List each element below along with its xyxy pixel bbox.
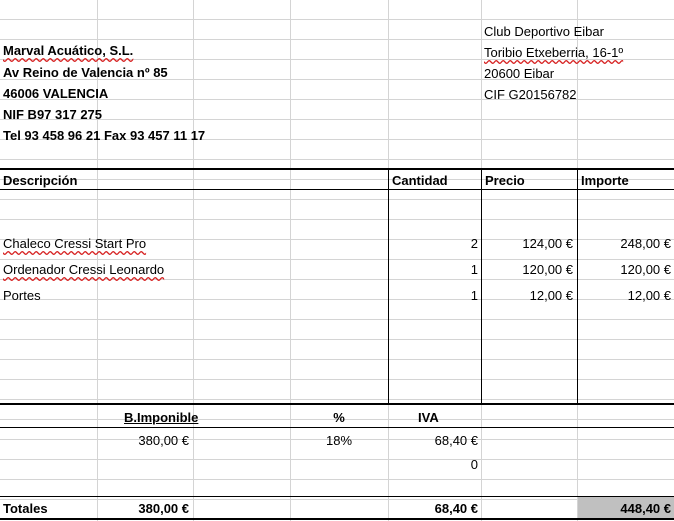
item-description: Chaleco Cressi Start Pro [3,236,147,251]
item-quantity: 1 [470,262,478,277]
summary-iva-value: 68,40 € [434,433,478,448]
header-top-border [0,168,674,170]
vendor-address: Av Reino de Valencia nº 85 [3,65,168,80]
client-city: 20600 Eibar [484,66,555,81]
totals-top-border [0,496,674,497]
item-amount: 120,00 € [620,262,671,277]
item-quantity: 2 [470,236,478,251]
item-description: Portes [3,288,41,303]
grand-total: 448,40 € [620,501,671,516]
header-amount: Importe [581,173,629,188]
item-amount: 12,00 € [627,288,671,303]
vendor-name: Marval Acuático, S.L. [3,43,134,58]
item-amount: 248,00 € [620,236,671,251]
item-description: Ordenador Cressi Leonardo [3,262,165,277]
client-cif: CIF G20156782 [484,87,577,102]
client-name: Club Deportivo Eibar [484,24,604,39]
item-price: 124,00 € [522,236,573,251]
header-price: Precio [485,173,525,188]
header-quantity: Cantidad [392,173,448,188]
summary-percent-label: % [333,410,345,425]
item-price: 12,00 € [529,288,573,303]
header-bottom-border [0,189,674,190]
summary-base-value: 380,00 € [138,433,189,448]
header-description: Descripción [3,173,78,188]
body-bottom-border [0,403,674,405]
summary-extra-value: 0 [470,457,478,472]
item-price: 120,00 € [522,262,573,277]
vendor-phone: Tel 93 458 96 21 Fax 93 457 11 17 [3,128,206,143]
summary-base-label: B.Imponible [124,410,199,425]
client-address: Toribio Etxeberria, 16-1º [484,45,624,60]
vendor-nif: NIF B97 317 275 [3,107,103,122]
totals-iva: 68,40 € [434,501,478,516]
totals-label: Totales [3,501,48,516]
totals-base: 380,00 € [138,501,189,516]
item-quantity: 1 [470,288,478,303]
vendor-city: 46006 VALENCIA [3,86,109,101]
summary-iva-label: IVA [418,410,439,425]
summary-percent-value: 18% [325,433,353,448]
